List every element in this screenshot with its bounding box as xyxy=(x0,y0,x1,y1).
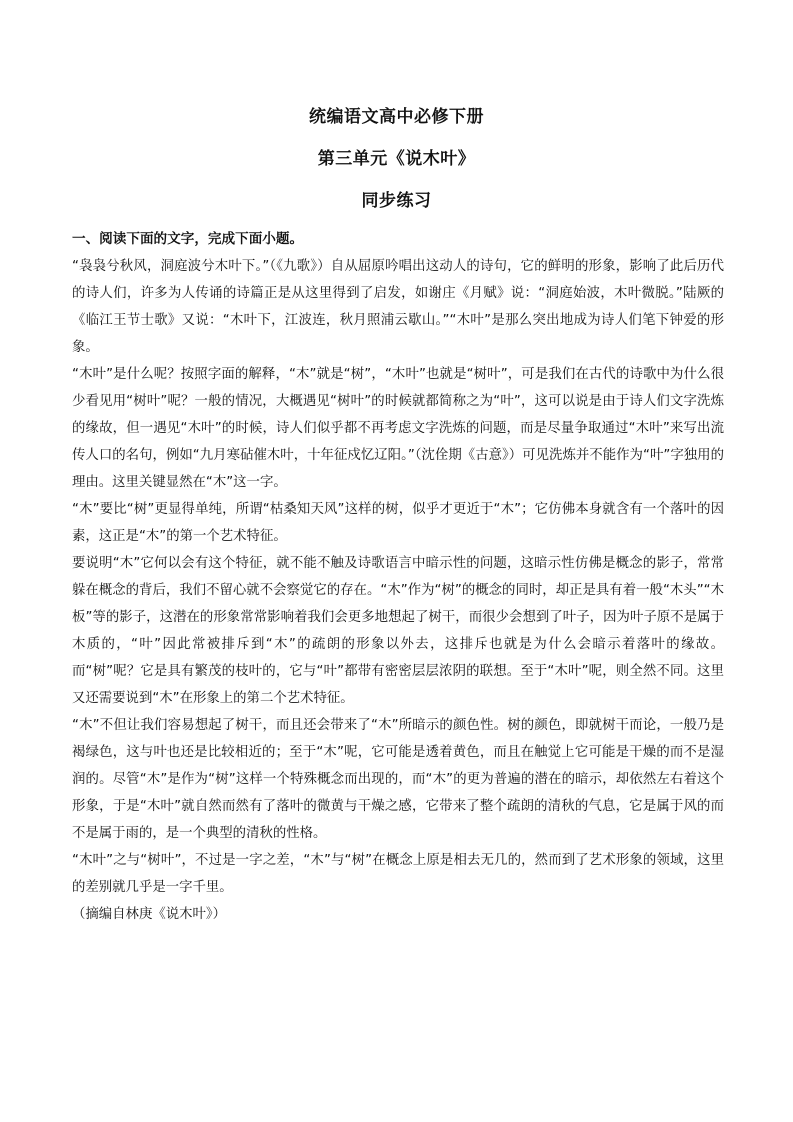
paragraph: “袅袅兮秋风，洞庭波兮木叶下。”（《九歌》）自从屈原吟唱出这动人的诗句，它的鲜明的形象，影响了此后历代的诗人们，许多为人传诵的诗篇正是从这里得到了启发，如谢庄《月赋》说：“洞庭始波，木叶微脱。”陆厥的《临江王节士歌》又说：“木叶下，江波连，秋月照浦云歇山。”“木叶”是那么突出地成为诗人们笔下钟爱的形象。 xyxy=(72,259,724,355)
source-citation: （摘编自林庚《说木叶》） xyxy=(72,907,226,922)
reading-passage xyxy=(72,226,724,928)
paragraph: “木”不但让我们容易想起了树干，而且还会带来了“木”所暗示的颜色性。树的颜色，即就树干而论，一般乃是褐绿色，这与叶也还是比较相近的；至于“木”呢，它可能是透着黄色，而且在触觉上它可能是干燥的而不是湿润的。尽管“木”是作为“树”这样一个特殊概念而出现的，而“木”的更为普遍的潜在的暗示，却依然左右着这个形象，于是“木叶”就自然而然有了落叶的微黄与干燥之感，它带来了整个疏朗的清秋的气息，它是属于风的而不是属于雨的，是一个典型的清秋的性格。 xyxy=(72,718,724,841)
paragraph: 要说明“木”它何以会有这个特征，就不能不触及诗歌语言中暗示性的问题，这暗示性仿佛是概念的影子，常常躲在概念的背后，我们不留心就不会察觉它的存在。“木”作为“树”的概念的同时，却正是具有着一般“木头”“木板”等的影子，这潜在的形象常常影响着我们会更多地想起了树干，而很少会想到了叶子，因为叶子原不是属于木质的，“叶”因此常被排斥到“木”的疏朗的形象以外去，这排斥也就是为什么会暗示着落叶的缘故。而“树”呢？它是具有繁茂的枝叶的，它与“叶”都带有密密层层浓阴的联想。至于“木叶”呢，则全然不同。这里又还需要说到“木”在形象上的第二个艺术特征。 xyxy=(72,556,724,706)
subtitle: 同步练习 xyxy=(361,191,432,211)
unit-title: 第三单元《说木叶》 xyxy=(317,149,476,169)
paragraph: “木叶”之与“树叶”，不过是一字之差，“木”与“树”在概念上原是相去无几的，然而到了艺术形象的领域，这里的差别就几乎是一字千里。 xyxy=(72,853,724,895)
paragraph: “木”要比“树”更显得单纯，所谓“枯桑知天风”这样的树，似乎才更近于“木”；它仿佛本身就含有一个落叶的因素，这正是“木”的第一个艺术特征。 xyxy=(72,502,724,544)
document-title: 统编语文高中必修下册 xyxy=(309,107,484,127)
section-heading: 一、阅读下面的文字，完成下面小题。 xyxy=(72,231,304,247)
paragraph: “木叶”是什么呢？按照字面的解释，“木”就是“树”，“木叶”也就是“树叶”，可是我们在古代的诗歌中为什么很少看见用“树叶”呢？一般的情况，大概遇见“树叶”的时候就都简称之为“叶”，这可以说是由于诗人们文字洗炼的缘故，但一遇见“木叶”的时候，诗人们似乎都不再考虑文字洗炼的问题，而是尽量争取通过“木叶”来写出流传人口的名句，例如“九月寒砧催木叶，十年征戍忆辽阳。”（沈佺期《古意》）可见洗炼并不能作为“叶”字独用的理由。这里关键显然在“木”这一字。 xyxy=(72,367,724,490)
